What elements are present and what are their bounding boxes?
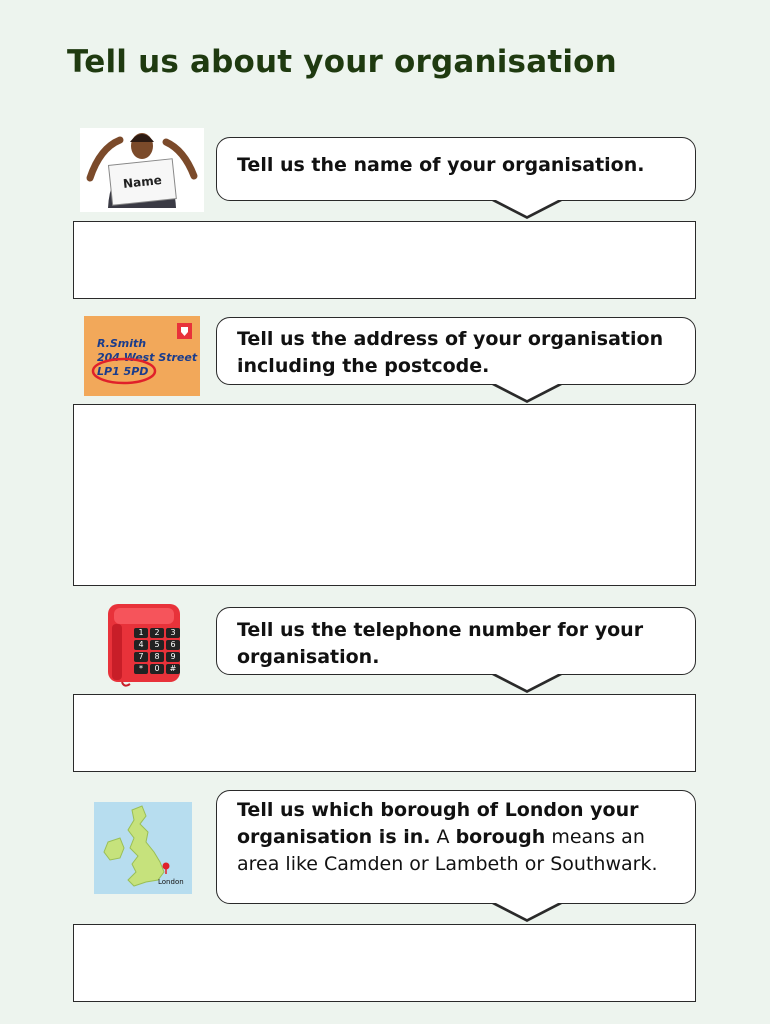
phone-keypad: [134, 628, 178, 674]
question-borough-bubble: [216, 790, 696, 904]
question-address-bubble: [216, 317, 696, 385]
question-borough-keyword: borough: [455, 826, 546, 848]
question-name-text: Tell us the name of your organisation.: [237, 154, 645, 176]
organisation-address-field[interactable]: [73, 404, 696, 586]
phone-key: *: [134, 664, 148, 674]
question-borough-bold-text: Tell us which borough of London your organisation is in.: [237, 799, 639, 848]
phone-key: 9: [166, 652, 180, 662]
phone-key: 7: [134, 652, 148, 662]
bubble-tail: [492, 904, 562, 922]
organisation-name-field[interactable]: [73, 221, 696, 299]
question-borough-text-a: A: [430, 826, 456, 848]
page-title: Tell us about your organisation: [67, 44, 617, 80]
phone-key: 4: [134, 640, 148, 650]
question-name-bubble: [216, 137, 696, 201]
envelope-postcode: LP1 5PD: [97, 365, 149, 378]
question-borough-explanation: means an area like Camden or Lambeth or Southwark.: [237, 826, 658, 875]
name-sign-text: Name: [122, 172, 163, 191]
uk-map-image: [94, 802, 192, 894]
phone-key: 1: [134, 628, 148, 638]
phone-key: 0: [150, 664, 164, 674]
bubble-tail: [492, 201, 562, 219]
phone-key: 5: [150, 640, 164, 650]
phone-key: 3: [166, 628, 180, 638]
bubble-tail: [492, 385, 562, 403]
question-telephone-bubble: [216, 607, 696, 675]
name-sign-image: [80, 128, 204, 212]
telephone-image: [106, 604, 182, 688]
envelope-image: [84, 316, 200, 396]
phone-key: 6: [166, 640, 180, 650]
phone-key: 2: [150, 628, 164, 638]
organisation-telephone-field[interactable]: [73, 694, 696, 772]
envelope-name: R.Smith: [97, 337, 147, 350]
bubble-tail: [492, 675, 562, 693]
envelope-street: 204 West Street: [97, 351, 198, 364]
map-london-label: London: [158, 878, 184, 886]
question-address-text: Tell us the address of your organisation including the postcode.: [237, 328, 664, 377]
phone-key: 8: [150, 652, 164, 662]
phone-key: #: [166, 664, 180, 674]
question-telephone-text: Tell us the telephone number for your organisation.: [237, 619, 644, 668]
organisation-borough-field[interactable]: [73, 924, 696, 1002]
